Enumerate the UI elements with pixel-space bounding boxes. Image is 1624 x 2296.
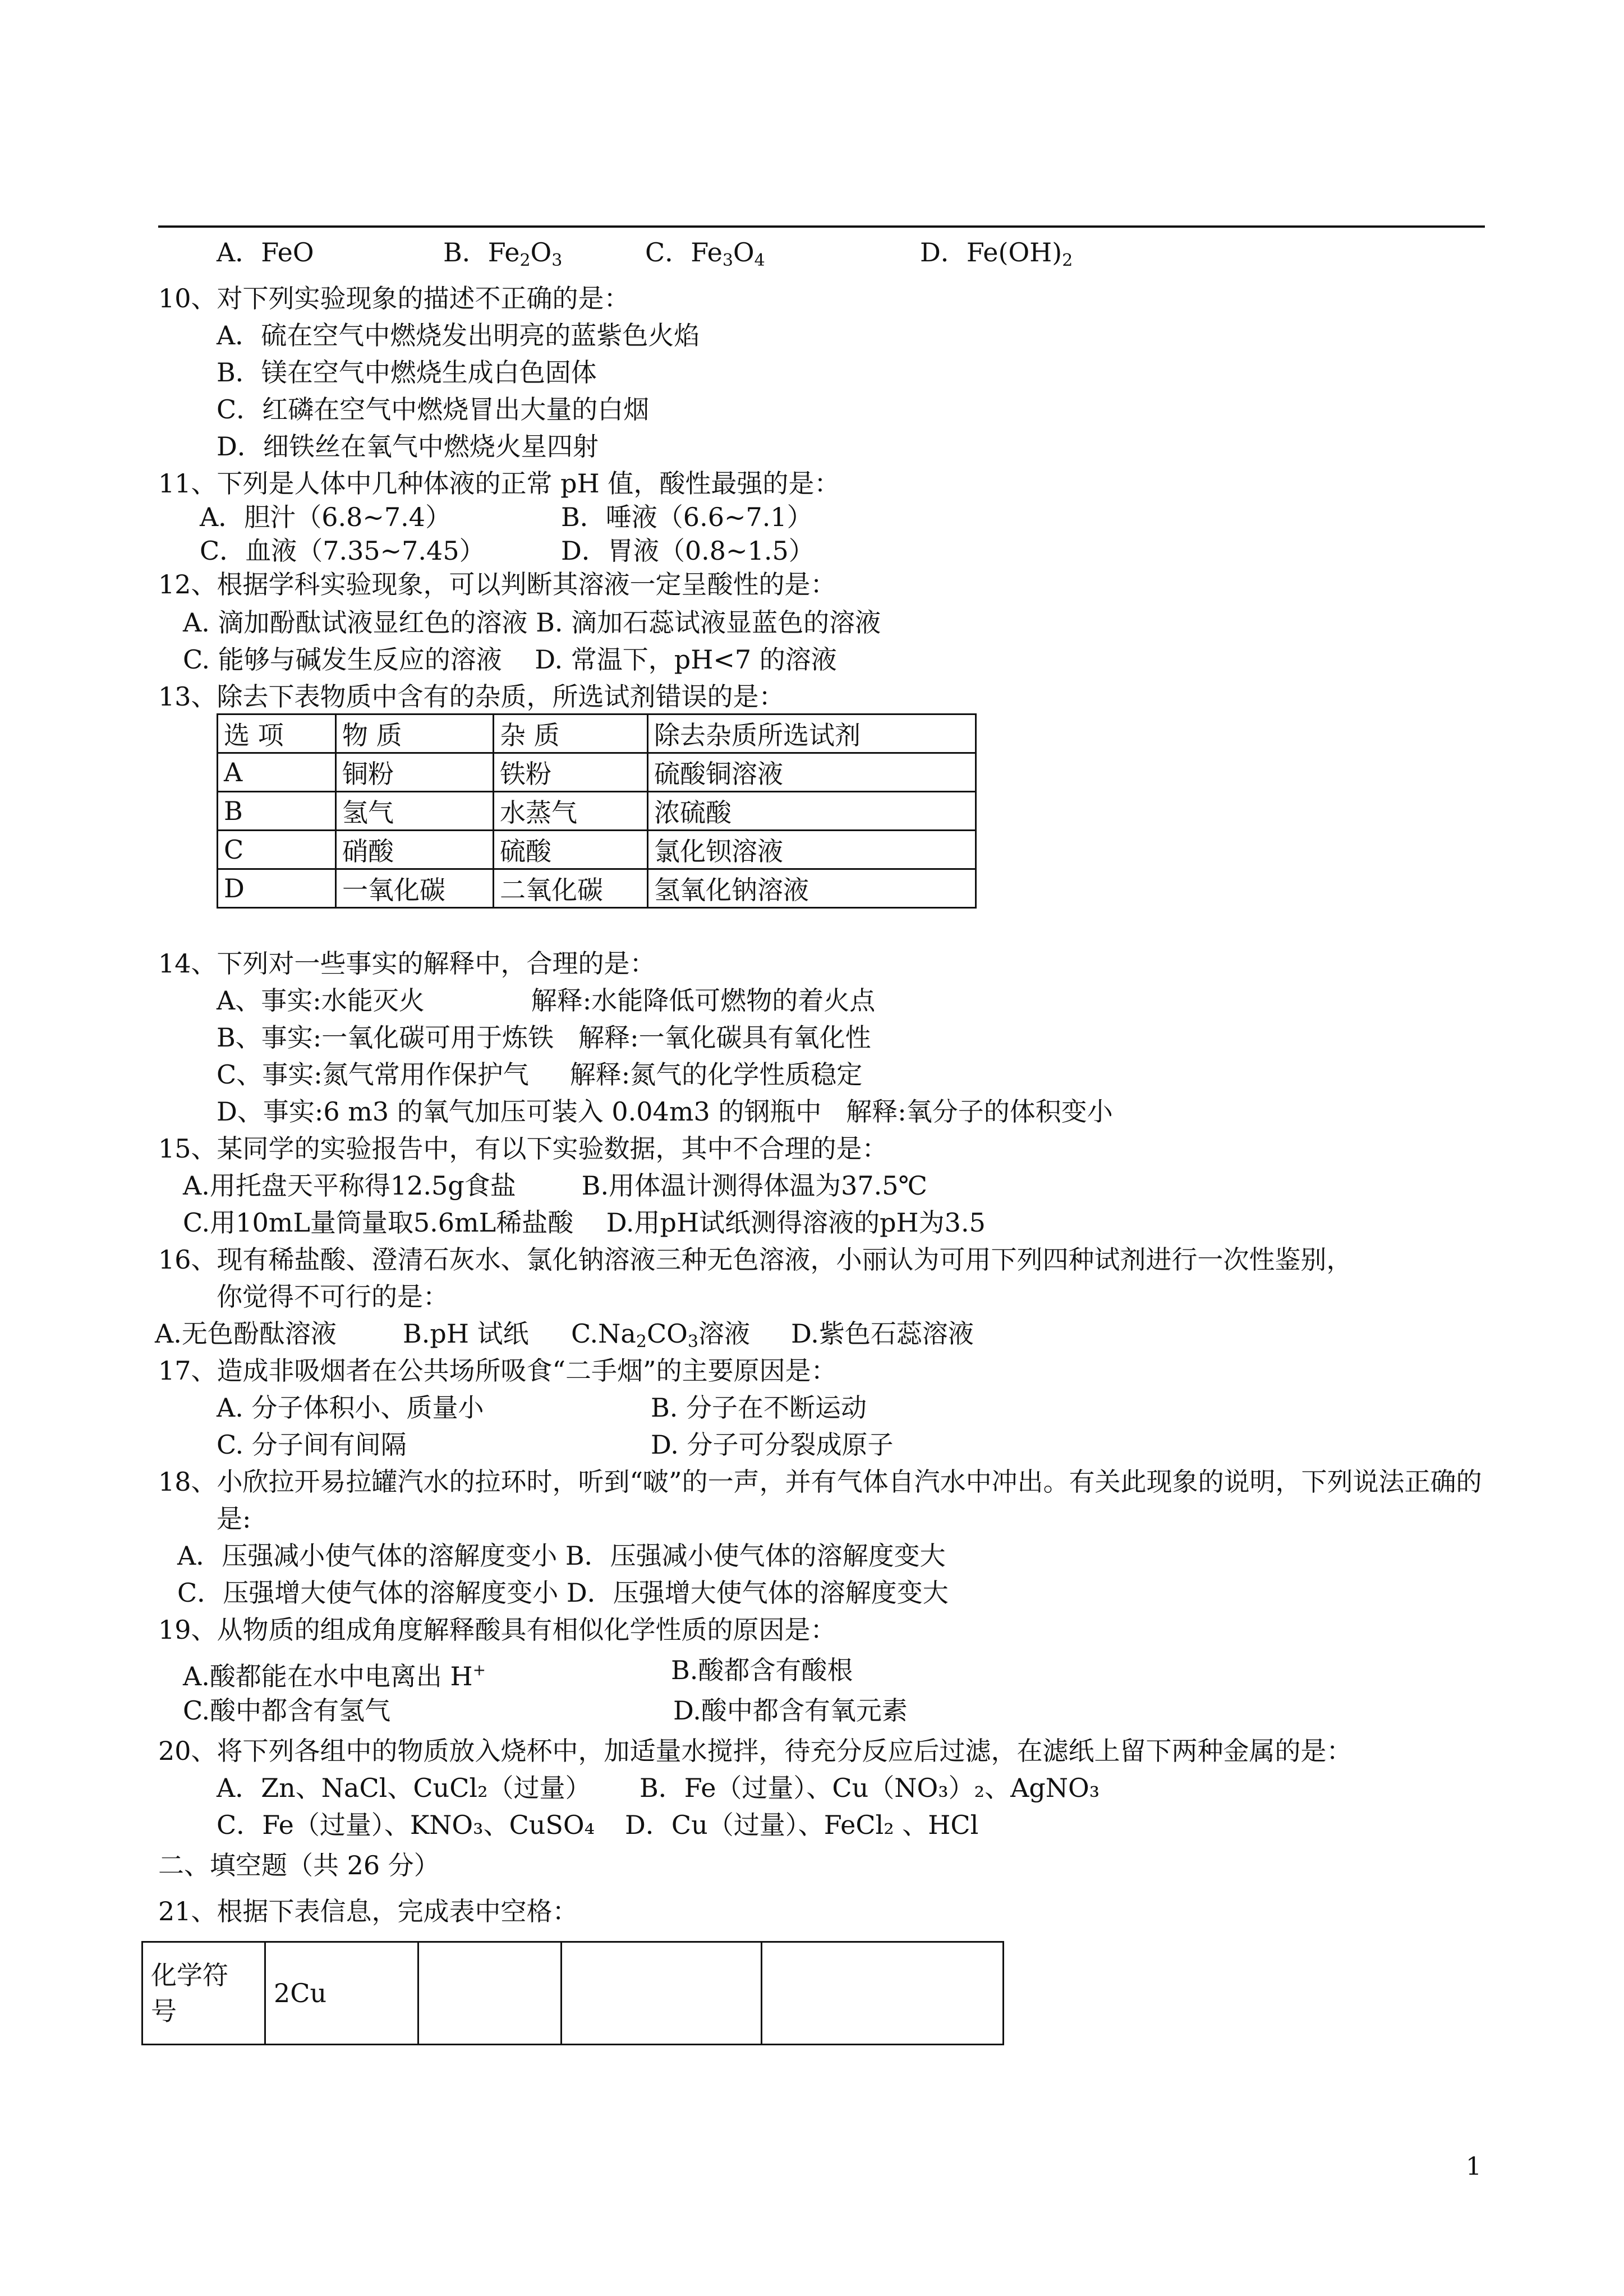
- q18-stem-line1: 18、小欣拉开易拉罐汽水的拉环时，听到“啵”的一声，并有气体自汽水中冲出。有关此现象的说明，下列说法正确的: [158, 1467, 1482, 1497]
- table-cell: 铜粉: [336, 753, 494, 792]
- q20-option-d: D．Cu（过量）、FeCl₂ 、HCl: [625, 1810, 979, 1840]
- q9-option-c: C．$Fe_3O_4$: [645, 237, 765, 270]
- table-header-cell: 除去杂质所选试剂: [648, 714, 976, 753]
- table-cell: 硫酸: [494, 831, 648, 869]
- q16-stem-line1: 16、现有稀盐酸、澄清石灰水、氯化钠溶液三种无色溶液，小丽认为可用下列四种试剂进行一次性鉴别，: [158, 1244, 1352, 1275]
- q16-option-b: B.pH 试纸: [403, 1318, 529, 1349]
- q10-option-d: D．细铁丝在氧气中燃烧火星四射: [217, 431, 599, 462]
- q18-options-line1: A．压强减小使气体的溶解度变小 B．压强减小使气体的溶解度变大: [177, 1541, 946, 1571]
- table-cell: 浓硫酸: [648, 792, 976, 831]
- table-cell: C: [218, 831, 336, 869]
- q9-option-d: D．$Fe(OH)_2$: [920, 237, 1073, 270]
- q21-table: [141, 1941, 1004, 2045]
- q12-options-line1: A. 滴加酚酞试液显红色的溶液 B. 滴加石蕊试液显蓝色的溶液: [183, 607, 881, 638]
- q19-option-c: C.酸中都含有氢气: [183, 1695, 391, 1726]
- q10-option-c: C．红磷在空气中燃烧冒出大量的白烟: [217, 394, 650, 425]
- label-line: 化学符: [151, 1960, 228, 1990]
- q9-option-a: A．FeO: [217, 237, 314, 268]
- q16-option-c: $C.Na_2CO_3$溶液: [571, 1318, 750, 1352]
- q10-option-b: B．镁在空气中燃烧生成白色固体: [217, 357, 597, 388]
- q12-stem: 12、根据学科实验现象，可以判断其溶液一定呈酸性的是：: [158, 569, 836, 600]
- table-header-cell: 选 项: [218, 714, 336, 753]
- page-number: 1: [1466, 2152, 1482, 2181]
- q13-table: [217, 713, 977, 909]
- table-cell: 硝酸: [336, 831, 494, 869]
- table-cell: B: [218, 792, 336, 831]
- table-cell: A: [218, 753, 336, 792]
- q14-option-a: A、事实:水能灭火 解释:水能降低可燃物的着火点: [217, 985, 876, 1016]
- q14-option-d: D、事实:6 m3 的氧气加压可装入 0.04m3 的钢瓶中 解释:氧分子的体积变小: [217, 1096, 1113, 1127]
- table-cell: 铁粉: [494, 753, 648, 792]
- table-cell: 2Cu: [265, 1942, 418, 2045]
- table-cell: 二氧化碳: [494, 869, 648, 908]
- table-row: [218, 831, 976, 869]
- table-header-cell: 杂 质: [494, 714, 648, 753]
- table-header-row: [218, 714, 976, 753]
- q11-option-a: A．胆汁（6.8~7.4）: [200, 502, 452, 532]
- q16-option-a: A.无色酚酞溶液: [155, 1318, 337, 1349]
- table-cell: 氢气: [336, 792, 494, 831]
- table-cell-empty: [418, 1942, 562, 2045]
- q17-option-c: C. 分子间有间隔: [217, 1430, 407, 1460]
- table-row: [218, 869, 976, 908]
- q11-option-b: B．唾液（6.6~7.1）: [561, 502, 813, 532]
- q10-option-a: A．硫在空气中燃烧发出明亮的蓝紫色火焰: [217, 320, 700, 351]
- q19-stem: 19、从物质的组成角度解释酸具有相似化学性质的原因是：: [158, 1615, 836, 1645]
- q17-option-a: A. 分子体积小、质量小: [217, 1393, 484, 1423]
- table-cell: 硫酸铜溶液: [648, 753, 976, 792]
- q11-option-c: C．血液（7.35~7.45）: [200, 536, 485, 566]
- q20-option-a: A．Zn、NaCl、CuCl₂（过量）: [217, 1773, 591, 1803]
- table-header-cell: 物 质: [336, 714, 494, 753]
- table-row: [142, 1942, 1004, 2045]
- q11-stem: 11、下列是人体中几种体液的正常 pH 值，酸性最强的是：: [158, 468, 840, 499]
- table-cell-empty: [762, 1942, 1004, 2045]
- q15-stem: 15、某同学的实验报告中，有以下实验数据，其中不合理的是：: [158, 1133, 888, 1164]
- q15-options-line2: C.用10mL量筒量取5.6mL稀盐酸 D.用pH试纸测得溶液的pH为3.5: [183, 1207, 986, 1238]
- q18-stem-line2: 是:: [217, 1504, 251, 1534]
- table-cell-empty: [562, 1942, 762, 2045]
- table-cell: 氢氧化钠溶液: [648, 869, 976, 908]
- q19-option-a: A.酸都能在水中电离出 H+: [183, 1661, 486, 1691]
- table-cell: 水蒸气: [494, 792, 648, 831]
- q19-option-b: B.酸都含有酸根: [671, 1655, 853, 1685]
- table-row: [218, 753, 976, 792]
- header-rule: [158, 225, 1485, 228]
- q16-option-d: D.紫色石蕊溶液: [791, 1318, 974, 1349]
- q17-option-b: B. 分子在不断运动: [651, 1393, 867, 1423]
- q21-stem: 21、根据下表信息，完成表中空格：: [158, 1896, 578, 1926]
- section-heading: 二、填空题（共 26 分）: [158, 1850, 440, 1880]
- q10-stem: 10、对下列实验现象的描述不正确的是：: [158, 283, 630, 313]
- q14-option-c: C、事实:氮气常用作保护气 解释:氮气的化学性质稳定: [217, 1059, 863, 1090]
- label-line: 号: [151, 1996, 177, 2026]
- q12-options-line2: C. 能够与碱发生反应的溶液 D. 常温下，pH<7 的溶液: [183, 644, 837, 675]
- q20-stem: 20、将下列各组中的物质放入烧杯中，加适量水搅拌，待充分反应后过滤，在滤纸上留下两种金属的是：: [158, 1736, 1352, 1766]
- table-cell: D: [218, 869, 336, 908]
- q20-option-c: C．Fe（过量）、KNO₃、CuSO₄: [217, 1810, 595, 1840]
- q20-option-b: B．Fe（过量）、Cu（NO₃）₂、AgNO₃: [640, 1773, 1100, 1803]
- table-row: [218, 792, 976, 831]
- q17-option-d: D. 分子可分裂成原子: [651, 1430, 894, 1460]
- table-cell: 氯化钡溶液: [648, 831, 976, 869]
- q16-stem-line2: 你觉得不可行的是：: [217, 1281, 449, 1312]
- q19-option-d: D.酸中都含有氧元素: [673, 1695, 908, 1726]
- q13-stem: 13、除去下表物质中含有的杂质，所选试剂错误的是：: [158, 681, 785, 712]
- q11-option-d: D．胃液（0.8~1.5）: [561, 536, 815, 566]
- q14-stem: 14、下列对一些事实的解释中，合理的是：: [158, 948, 656, 979]
- q9-option-b: B．$Fe_2O_3$: [443, 237, 563, 270]
- q17-stem: 17、造成非吸烟者在公共场所吸食“二手烟”的主要原因是：: [158, 1356, 837, 1386]
- q15-options-line1: A.用托盘天平称得12.5g食盐 B.用体温计测得体温为37.5℃: [183, 1170, 927, 1201]
- table-cell: 一氧化碳: [336, 869, 494, 908]
- q14-option-b: B、事实:一氧化碳可用于炼铁 解释:一氧化碳具有氧化性: [217, 1022, 871, 1053]
- q18-options-line2: C．压强增大使气体的溶解度变小 D．压强增大使气体的溶解度变大: [177, 1578, 949, 1608]
- table-label-cell: [142, 1942, 265, 2045]
